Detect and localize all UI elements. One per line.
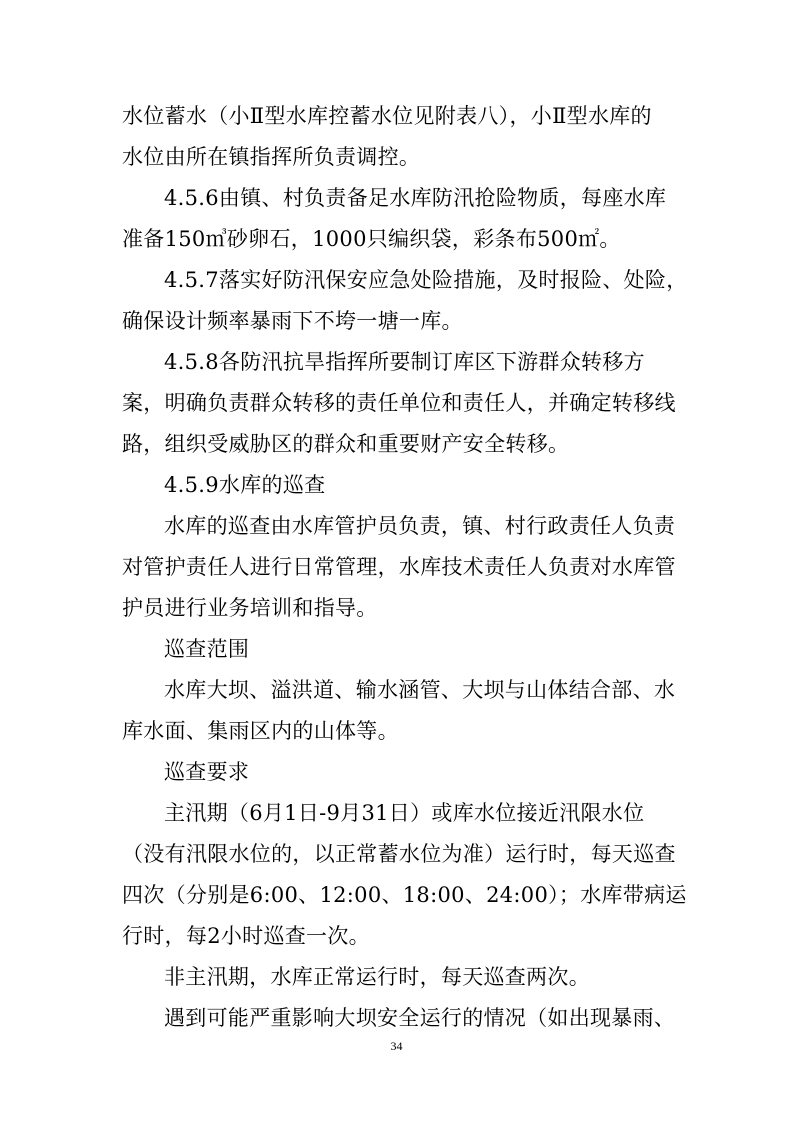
text-line: 护员进行业务培训和指导。 [122,596,378,620]
page-number: 34 [390,1039,403,1053]
text-line: 路，组织受威胁区的群众和重要财产安全转移。 [122,432,570,456]
text-line: 水位蓄水（小Ⅱ型水库控蓄水位见附表八），小Ⅱ型水库的 [122,104,652,128]
text-line: 主汛期（6月1日-9月31日）或库水位接近汛限水位 [164,801,645,825]
section-heading: 4.5.9水库的巡查 [164,473,326,497]
text-line: 准备150㎥砂卵石，1000只编织袋，彩条布500㎡。 [122,227,621,251]
text-line: 确保设计频率暴雨下不垮一塘一库。 [122,309,463,333]
text-line: 4.5.8各防汛抗旱指挥所要制订库区下游群众转移方 [164,350,645,374]
text-line: 行时，每2小时巡查一次。 [122,924,370,948]
text-line: 遇到可能严重影响大坝安全运行的情况（如出现暴雨、 [164,1006,676,1030]
subsection-heading: 巡查要求 [164,760,250,784]
subsection-heading: 巡查范围 [164,637,250,661]
text-line: 水库的巡查由水库管护员负责，镇、村行政责任人负责 [164,514,676,538]
text-line: 4.5.6由镇、村负责备足水库防汛抢险物质，每座水库 [164,186,667,210]
text-line: 四次（分别是6:00、12:00、18:00、24:00）；水库带病运 [122,883,687,907]
text-line: 4.5.7落实好防汛保安应急处险措施，及时报险、处险， [164,268,688,292]
text-line: 案，明确负责群众转移的责任单位和责任人，并确定转移线 [122,391,676,415]
text-line: 非主汛期，水库正常运行时，每天巡查两次。 [164,965,590,989]
text-line: 库水面、集雨区内的山体等。 [122,719,399,743]
text-line: 水位由所在镇指挥所负责调控。 [122,145,421,169]
text-line: 水库大坝、溢洪道、输水涵管、大坝与山体结合部、水 [164,678,676,702]
text-line: 对管护责任人进行日常管理，水库技术责任人负责对水库管 [122,555,676,579]
text-line: （没有汛限水位的，以正常蓄水位为准）运行时，每天巡查 [122,842,676,866]
